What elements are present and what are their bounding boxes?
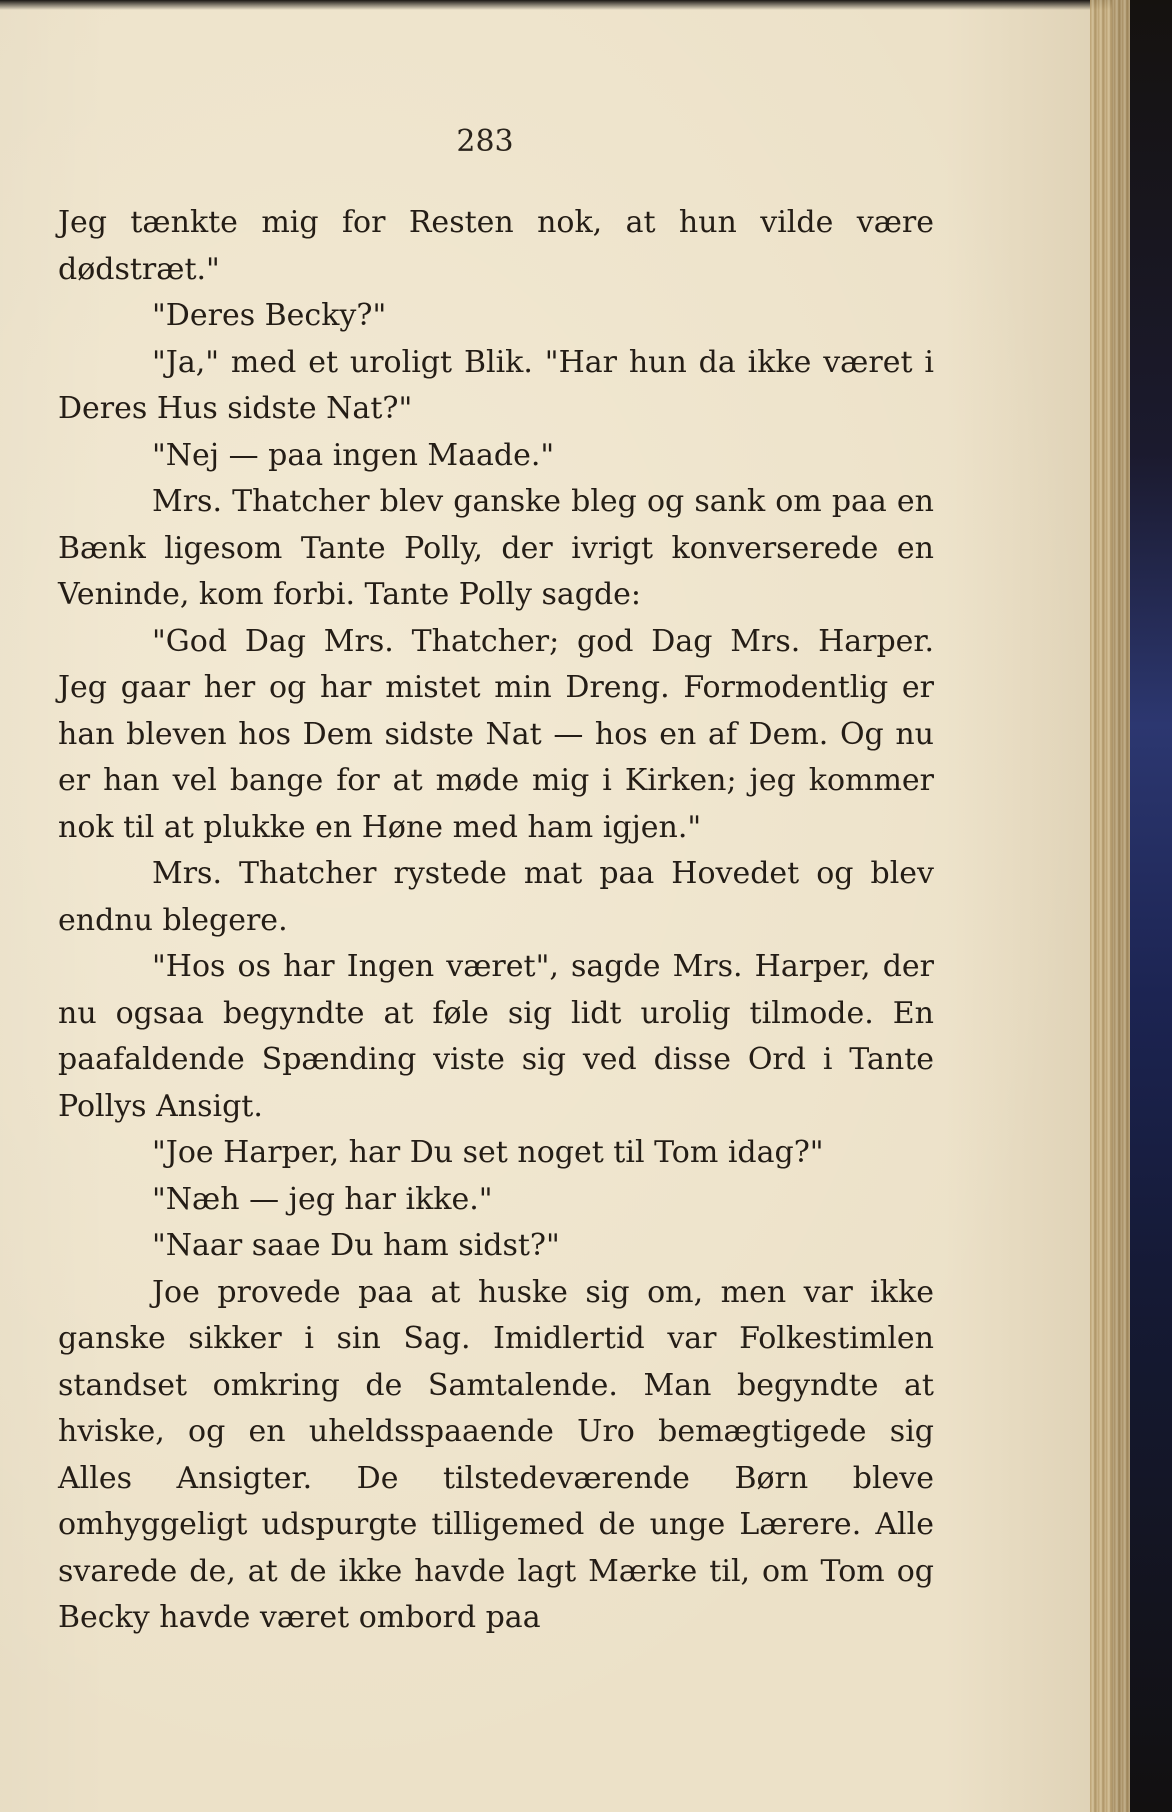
paragraph: "Joe Harper, har Du set noget til Tom idag?": [152, 1135, 824, 1170]
paragraph: "Deres Becky?": [152, 298, 387, 333]
paragraph: Mrs. Thatcher rystede mat paa Hovedet og blev endnu blegere.: [58, 856, 934, 938]
paragraph: "Ja," med et uroligt Blik. "Har hun da ikke været i Deres Hus sidste Nat?": [58, 344, 934, 426]
page-edges: [1090, 0, 1130, 1812]
body-text: [58, 200, 934, 1642]
paragraph: Jeg tænkte mig for Resten nok, at hun vilde være dødstræt.": [58, 205, 934, 287]
paragraph: "Hos os har Ingen været", sagde Mrs. Harper, der nu ogsaa begyndte at føle sig lidt urolig tilmode. En paafaldende Spænding viste sig ved disse Ord i Tante Pollys Ansigt.: [58, 949, 934, 1124]
paragraph: "Naar saae Du ham sidst?": [152, 1228, 560, 1263]
paragraph: "God Dag Mrs. Thatcher; god Dag Mrs. Harper. Jeg gaar her og har mistet min Dreng. Formodentlig er han bleven hos Dem sidste Nat — hos en af Dem. Og nu er han vel bange for at møde mig i Kirken; jeg kommer nok til at plukke en Høne med ham igjen.": [58, 623, 934, 845]
paragraph: "Næh — jeg har ikke.": [152, 1181, 493, 1217]
page-number: 283: [456, 124, 514, 159]
paragraph: Joe provede paa at huske sig om, men var ikke ganske sikker i sin Sag. Imidlertid var Folkestimlen standset omkring de Samtalende. Man begyndte at hviske, og en uheldsspaaende Uro bemægtigede sig Alles Ansigter. De tilstedeværende Børn bleve omhyggeligt udspurgte tilligemed de unge Lærere. Alle svarede de, at de ikke havde lagt Mærke til, om Tom og Becky havde været ombord paa: [58, 1274, 934, 1635]
paragraph: Mrs. Thatcher blev ganske bleg og sank om paa en Bænk ligesom Tante Polly, der ivrigt konverserede en Veninde, kom forbi. Tante Polly sagde:: [58, 484, 934, 612]
paragraph: "Nej — paa ingen Maade.": [152, 437, 555, 473]
page-top-shadow: [0, 0, 1112, 10]
book-cover-edge: [1130, 0, 1172, 1812]
